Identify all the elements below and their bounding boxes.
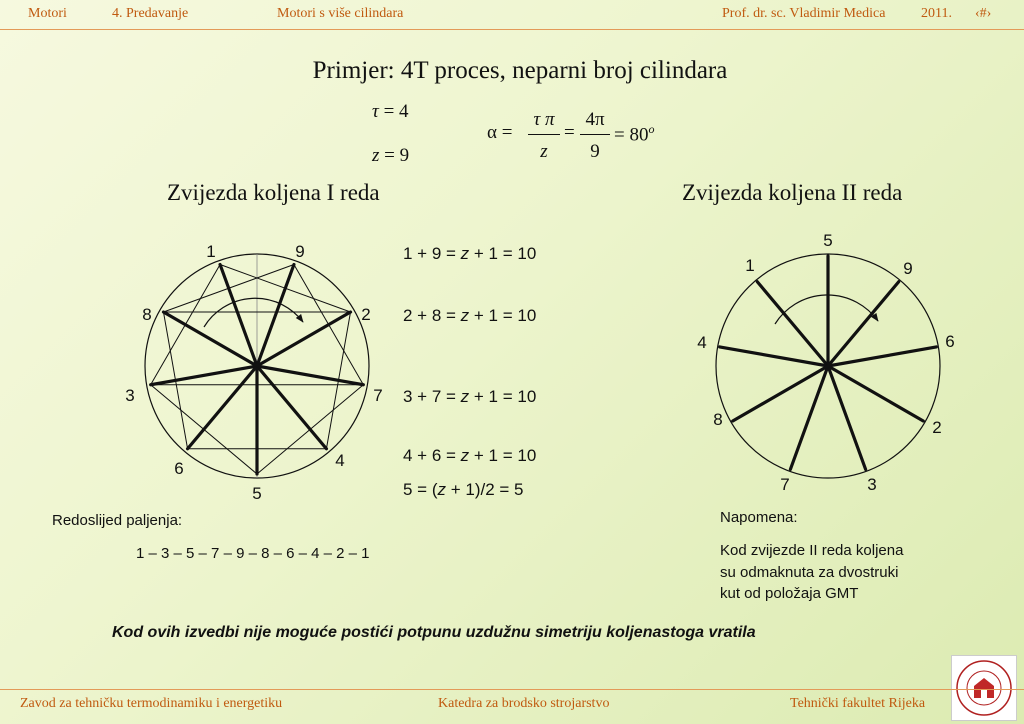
star1-label-cyl5: 5 xyxy=(252,484,262,503)
star2-label-cyl2: 2 xyxy=(932,418,942,437)
footer-chair: Katedra za brodsko strojarstvo xyxy=(438,696,610,711)
header-author: Prof. dr. sc. Vladimir Medica xyxy=(722,6,886,21)
footer-department: Zavod za tehničku termodinamiku i energetiku xyxy=(20,696,283,711)
star2-crank-4 xyxy=(720,347,828,366)
star1-label-cyl3: 3 xyxy=(125,386,135,405)
frac1-denominator: z xyxy=(540,141,548,162)
degree-sup: o xyxy=(648,122,655,136)
header-page-number: ‹#› xyxy=(975,6,992,21)
header-year: 2011. xyxy=(921,6,952,21)
eq1-post: + 1 = 10 xyxy=(469,244,537,263)
star2-crank-8 xyxy=(733,366,828,421)
star1-label-cyl6: 6 xyxy=(174,459,184,478)
star1-label-cyl7: 7 xyxy=(373,386,383,405)
star2-crank-3 xyxy=(828,366,866,469)
star1-label-cyl9: 9 xyxy=(295,242,305,261)
equals-sign: = xyxy=(564,122,575,143)
header-topic: Motori s više cilindara xyxy=(277,6,404,21)
star1-rotation-arrow xyxy=(204,298,303,327)
star2-label-cyl6: 6 xyxy=(945,332,955,351)
star2-crank-2 xyxy=(828,366,923,421)
eq5-var: z xyxy=(437,480,446,499)
note-label: Napomena: xyxy=(720,509,798,526)
alpha-lhs: α = xyxy=(487,122,513,143)
star2-label-cyl3: 3 xyxy=(867,475,877,494)
star1-diagram xyxy=(145,254,369,478)
eq3-var: z xyxy=(460,387,470,406)
equation-4 xyxy=(403,446,536,466)
star2-title: Zvijezda koljena II reda xyxy=(682,180,903,205)
slide-footer xyxy=(0,690,1024,724)
equation-2 xyxy=(403,306,536,326)
eq1-var: z xyxy=(460,244,470,263)
eq4-pre: 4 + 6 = xyxy=(403,446,461,465)
note-line-3: kut od položaja GMT xyxy=(720,585,859,602)
eq5-pre: 5 = ( xyxy=(403,480,438,499)
star1-crank-3 xyxy=(151,366,257,385)
footer-faculty: Tehnički fakultet Rijeka xyxy=(790,696,926,711)
equation-1 xyxy=(403,244,536,264)
eq2-pre: 2 + 8 = xyxy=(403,306,461,325)
alpha-result-value: = 80 xyxy=(614,124,649,146)
z-symbol: z xyxy=(372,145,380,166)
star1-label-cyl2: 2 xyxy=(361,305,371,324)
star2-label-cyl7: 7 xyxy=(780,475,790,494)
conclusion-text: Kod ovih izvedbi nije moguće postići potpunu uzdužnu simetriju koljenastoga vratila xyxy=(112,624,756,641)
star1-crank-6 xyxy=(188,366,257,449)
star2-diagram xyxy=(716,254,940,478)
firing-order-sequence: 1 – 3 – 5 – 7 – 9 – 8 – 6 – 4 – 2 – 1 xyxy=(136,545,370,562)
star1-label-cyl8: 8 xyxy=(142,305,152,324)
star1-label-cyl1: 1 xyxy=(206,242,216,261)
note-line-2: su odmaknuta za dvostruki xyxy=(720,564,899,581)
frac2-numerator: 4π xyxy=(585,109,605,130)
frac2-denominator: 9 xyxy=(590,141,600,162)
slide-title: Primjer: 4T proces, neparni broj cilindara xyxy=(312,57,728,84)
star1-title: Zvijezda koljena I reda xyxy=(167,180,380,205)
eq4-post: + 1 = 10 xyxy=(469,446,537,465)
star1-crank-7 xyxy=(257,366,363,385)
star1-crank-4 xyxy=(257,366,326,449)
eq5-post: + 1)/2 = 5 xyxy=(446,480,524,499)
star2-label-cyl9: 9 xyxy=(903,259,913,278)
star2-label-cyl5: 5 xyxy=(823,231,833,250)
equation-5 xyxy=(403,480,524,500)
firing-order-label: Redoslijed paljenja: xyxy=(52,512,183,529)
eq3-post: + 1 = 10 xyxy=(469,387,537,406)
frac1-numerator: τ π xyxy=(533,109,555,130)
equation-3 xyxy=(403,387,536,407)
note-line-1: Kod zvijezde II reda koljena xyxy=(720,542,904,559)
star2-crank-6 xyxy=(828,347,936,366)
eq1-pre: 1 + 9 = xyxy=(403,244,461,263)
eq2-var: z xyxy=(460,306,470,325)
star2-crank-7 xyxy=(790,366,828,469)
tau-symbol: τ xyxy=(372,101,379,122)
eq4-var: z xyxy=(460,446,470,465)
star2-crank-9 xyxy=(828,282,899,366)
tau-value: = 4 xyxy=(383,101,409,122)
z-value: = 9 xyxy=(384,145,410,166)
star2-label-cyl4: 4 xyxy=(697,333,707,352)
header-lecture: 4. Predavanje xyxy=(112,6,189,21)
eq2-post: + 1 = 10 xyxy=(469,306,537,325)
star1-label-cyl4: 4 xyxy=(335,451,345,470)
eq3-pre: 3 + 7 = xyxy=(403,387,461,406)
star2-label-cyl1: 1 xyxy=(745,256,755,275)
star2-crank-1 xyxy=(757,282,828,366)
header-course: Motori xyxy=(28,6,67,21)
star2-label-cyl8: 8 xyxy=(713,410,723,429)
